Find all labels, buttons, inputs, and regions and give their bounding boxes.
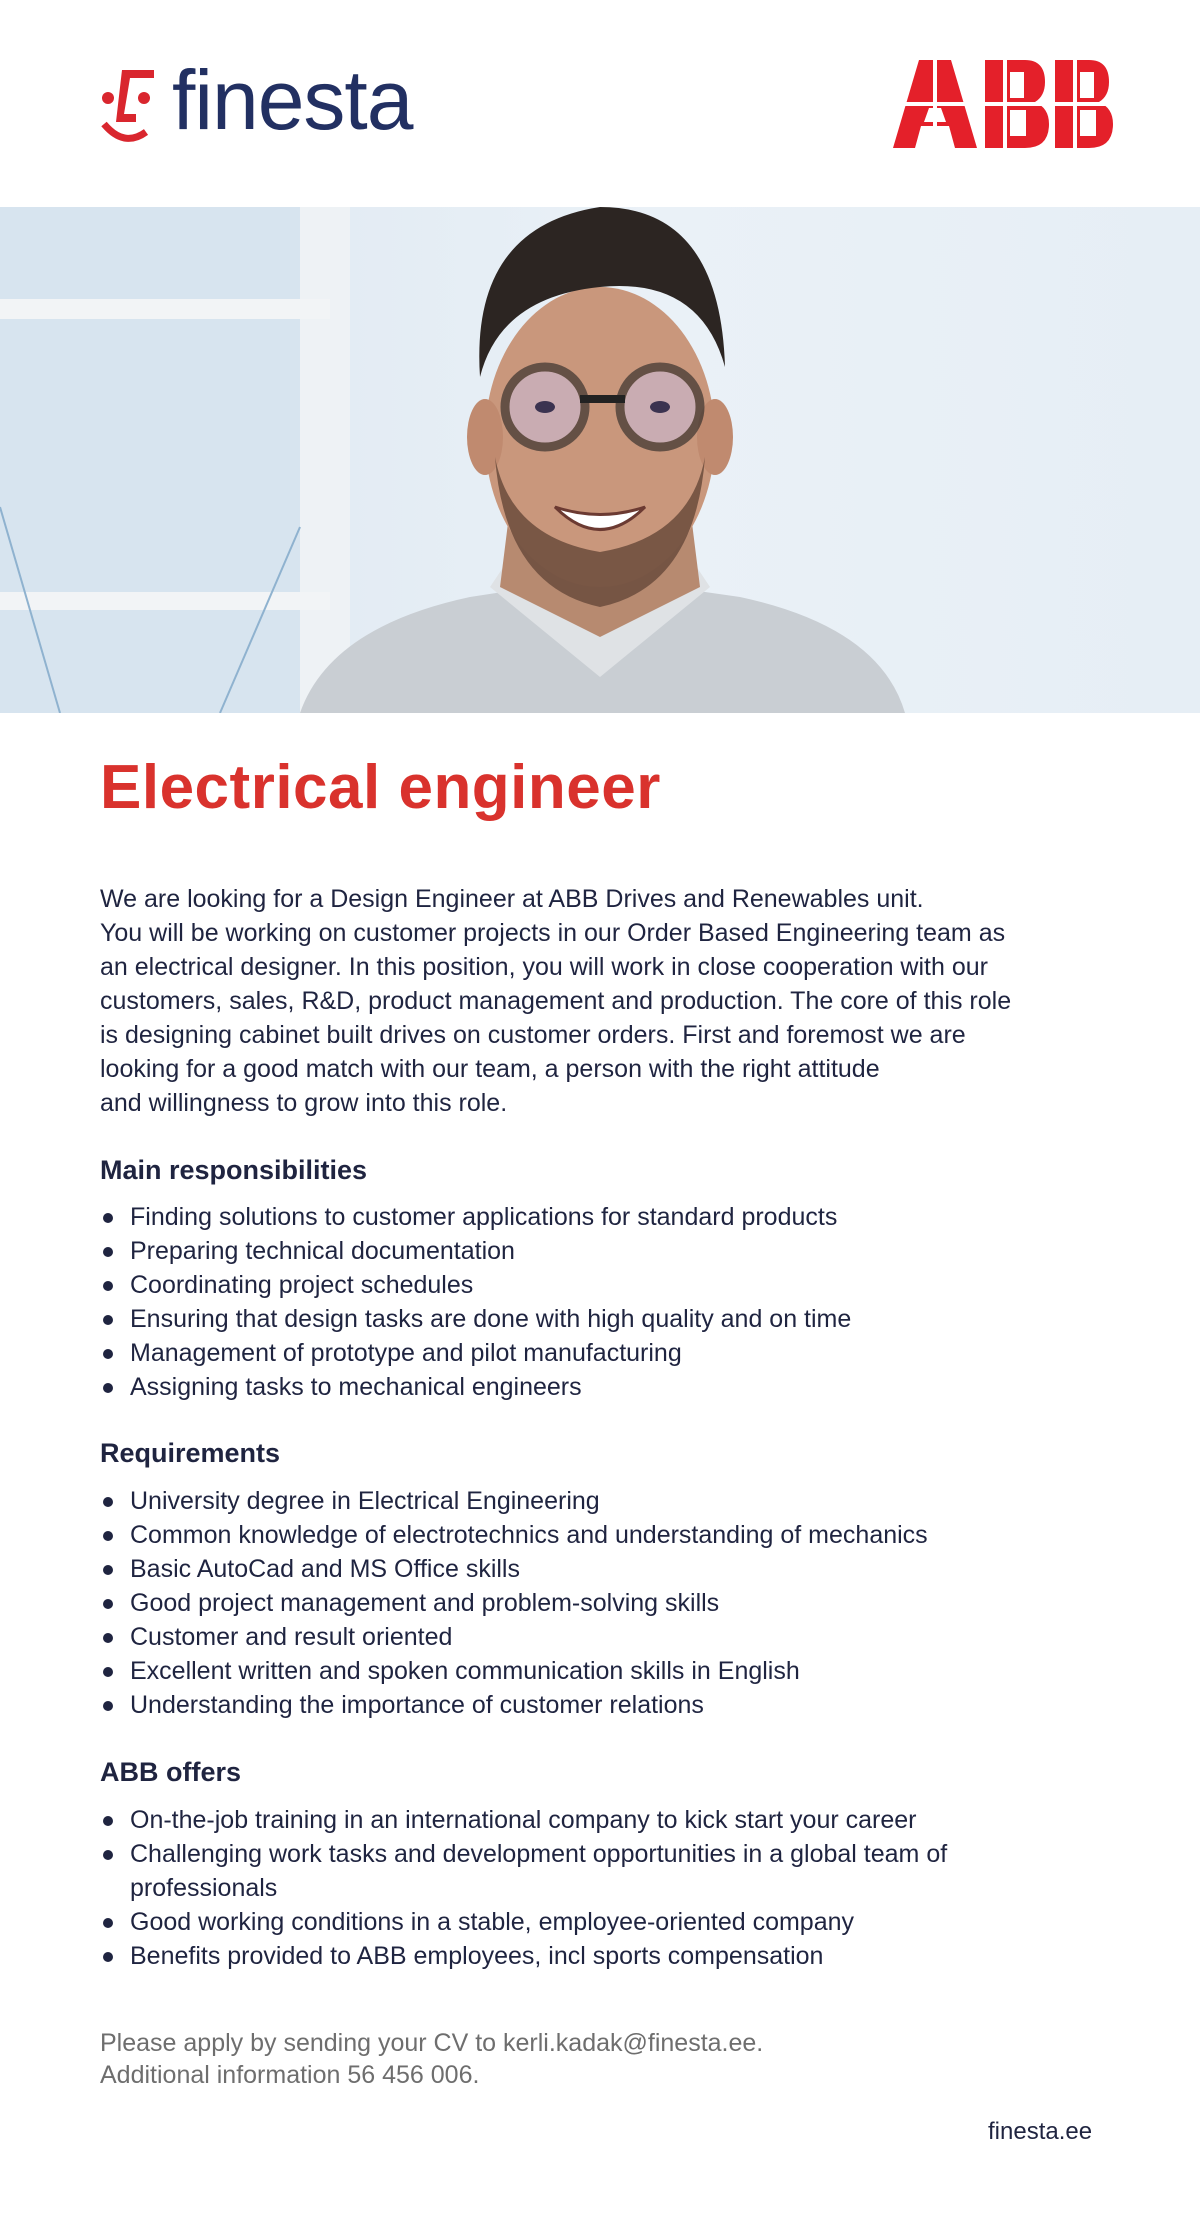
list-item [100, 1370, 1130, 1404]
bullet-icon [103, 1667, 113, 1677]
list-item [100, 1484, 1130, 1518]
section-heading-requirements: Requirements [100, 1438, 281, 1468]
list-item-text: Coordinating project schedules [130, 1271, 474, 1299]
bullet-icon [103, 1531, 113, 1541]
apply-info [100, 2027, 763, 2091]
list-item [100, 1803, 1060, 1837]
section-heading-offers: ABB offers [100, 1757, 242, 1787]
list-item [100, 1837, 1030, 1905]
bullet-icon [103, 1247, 113, 1257]
section-heading-responsibilities: Main responsibilities [100, 1155, 368, 1185]
list-item [100, 1620, 1130, 1654]
portrait-image [0, 207, 1200, 713]
job-title: Electrical engineer [100, 753, 661, 822]
finesta-wordmark: finesta [172, 53, 413, 147]
intro-paragraph [100, 882, 1130, 1120]
list-item [100, 1654, 1130, 1688]
finesta-smile-mark-icon [98, 64, 162, 144]
list-item-text: Benefits provided to ABB employees, incl sports compensation [130, 1942, 824, 1970]
list-item-text: Management of prototype and pilot manufacturing [130, 1339, 682, 1367]
hero-photo [0, 207, 1200, 713]
list-item [100, 1336, 1130, 1370]
bullet-icon [103, 1850, 113, 1860]
requirements-list [100, 1484, 1130, 1722]
list-item [100, 1688, 1130, 1722]
list-item-text: Challenging work tasks and development opportunities in a global team of professionals [130, 1840, 948, 1902]
bullet-icon [103, 1213, 113, 1223]
list-item [100, 1552, 1130, 1586]
list-item-text: Finding solutions to customer applications for standard products [130, 1203, 838, 1231]
list-item-text: Understanding the importance of customer relations [130, 1691, 704, 1719]
bullet-icon [103, 1918, 113, 1928]
list-item [100, 1518, 1130, 1552]
list-item-text: Basic AutoCad and MS Office skills [130, 1555, 520, 1583]
bullet-icon [103, 1701, 113, 1711]
list-item-text: Ensuring that design tasks are done with high quality and on time [130, 1305, 852, 1333]
intro-line: is designing cabinet built drives on customer orders. First and foremost we are [100, 1021, 966, 1049]
list-item-text: On-the-job training in an international company to kick start your career [130, 1806, 917, 1834]
list-item-text: Customer and result oriented [130, 1623, 453, 1651]
list-item-text: Good working conditions in a stable, employee-oriented company [130, 1908, 855, 1936]
bullet-icon [103, 1599, 113, 1609]
responsibilities-list [100, 1200, 1130, 1404]
intro-line: an electrical designer. In this position, you will work in close cooperation with our [100, 953, 988, 981]
intro-line: customers, sales, R&D, product management and production. The core of this role [100, 987, 1012, 1015]
intro-line: We are looking for a Design Engineer at ABB Drives and Renewables unit. [100, 885, 924, 913]
bullet-icon [103, 1565, 113, 1575]
list-item [100, 1200, 1130, 1234]
intro-line: looking for a good match with our team, a person with the right attitude [100, 1055, 880, 1083]
bullet-icon [103, 1952, 113, 1962]
bullet-icon [103, 1349, 113, 1359]
apply-line: Please apply by sending your CV to kerli.kadak@finesta.ee. [100, 2029, 764, 2057]
list-item [100, 1939, 1060, 1973]
bullet-icon [103, 1497, 113, 1507]
bullet-icon [103, 1281, 113, 1291]
bullet-icon [103, 1816, 113, 1826]
bullet-icon [103, 1633, 113, 1643]
offers-list [100, 1803, 1060, 1973]
abb-logo [893, 60, 1113, 148]
website-link[interactable]: finesta.ee [988, 2118, 1093, 2145]
list-item-text: Excellent written and spoken communication skills in English [130, 1657, 800, 1685]
info-line: Additional information 56 456 006. [100, 2061, 480, 2089]
list-item-text: Assigning tasks to mechanical engineers [130, 1373, 582, 1401]
bullet-icon [103, 1383, 113, 1393]
list-item [100, 1234, 1130, 1268]
bullet-icon [103, 1315, 113, 1325]
list-item-text: Preparing technical documentation [130, 1237, 515, 1265]
list-item [100, 1302, 1130, 1336]
list-item [100, 1268, 1130, 1302]
finesta-logo [98, 53, 478, 148]
list-item-text: University degree in Electrical Engineering [130, 1487, 600, 1515]
list-item [100, 1586, 1130, 1620]
list-item-text: Common knowledge of electrotechnics and understanding of mechanics [130, 1521, 928, 1549]
list-item [100, 1905, 1060, 1939]
intro-line: You will be working on customer projects in our Order Based Engineering team as [100, 919, 1006, 947]
intro-line: and willingness to grow into this role. [100, 1089, 508, 1117]
list-item-text: Good project management and problem-solving skills [130, 1589, 720, 1617]
